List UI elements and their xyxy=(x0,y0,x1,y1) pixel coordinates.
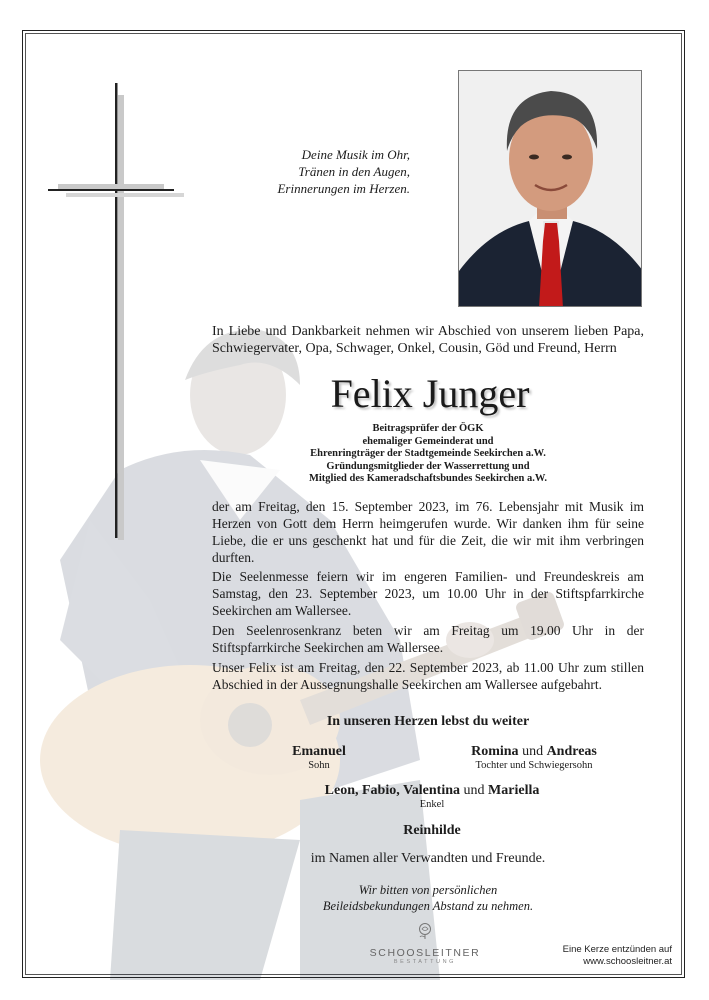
intro-text: In Liebe und Dankbarkeit nehmen wir Abschied von unserem lieben Papa, Schwiegervater, Opa, Schwager, Onkel, Cousin, Göd und Freund, Herrn xyxy=(212,324,644,356)
death-notice-paragraph: der am Freitag, den 15. September 2023, im 76. Lebensjahr mit Musik im Herzen von Gott dem Herrn heimgerufen wurde. Wir danken ihm für seine Liebe, die er uns geschenkt hat und für die Zeit, die wir mit ihm verbringen durften. xyxy=(212,499,644,565)
quote-line-2: Tränen in den Augen, xyxy=(298,164,410,179)
title-line-2: ehemaliger Gemeinderat und xyxy=(362,435,494,447)
candle-link-info xyxy=(520,944,672,968)
title-line-4: Gründungsmitglieder der Wasserrettung und xyxy=(326,460,530,472)
grandchildren-names: Leon, Fabio, Valentina xyxy=(324,783,461,798)
grandchild-last-name: Mariella xyxy=(488,783,540,798)
logo-subtitle: BESTATTUNG xyxy=(393,959,457,965)
request-line-1: Wir bitten von persönlichen xyxy=(358,883,498,897)
rose-icon xyxy=(415,922,435,940)
grandchildren-and: und xyxy=(463,783,485,798)
mourner-daughter xyxy=(448,743,620,772)
mourner-son-name: Emanuel xyxy=(292,744,346,759)
mourner-partner-name: Reinhilde xyxy=(403,823,461,838)
relatives-line: im Namen aller Verwandten und Freunde. xyxy=(310,851,546,866)
deceased-name: Felix Junger xyxy=(330,371,530,416)
mourner-grandchildren xyxy=(262,782,602,811)
mass-paragraph: Die Seelenmesse feiern wir im engeren Familien- und Freundeskreis am Samstag, den 23. September 2023, um 10.00 Uhr in der Stiftspfarrkirche Seekirchen am Wallersee. xyxy=(212,569,644,618)
mourner-daughter-name: Romina xyxy=(471,744,519,759)
request-line-2: Beileidsbekundungen Abstand zu nehmen. xyxy=(322,899,534,913)
mourner-son-relation: Sohn xyxy=(308,760,330,771)
quote-line-1: Deine Musik im Ohr, xyxy=(301,147,410,162)
candle-text: Eine Kerze entzünden auf xyxy=(562,944,672,955)
quote-line-3: Erinnerungen im Herzen. xyxy=(277,181,410,196)
funeral-home-logo xyxy=(369,922,481,965)
mourner-daughter-and: und xyxy=(522,744,544,759)
honorary-titles xyxy=(212,423,644,486)
title-line-1: Beitragsprüfer der ÖGK xyxy=(372,423,484,434)
logo-brand: SCHOOSLEITNER xyxy=(369,947,481,959)
title-line-5: Mitglied des Kameradschaftsbundes Seekirchen a.W. xyxy=(308,473,547,484)
mourner-son-in-law-name: Andreas xyxy=(546,744,597,759)
mourner-partner xyxy=(262,822,602,839)
portrait-photo xyxy=(458,70,642,307)
memorial-quote xyxy=(232,146,410,197)
rosary-paragraph: Den Seelenrosenkranz beten wir am Freitag um 19.00 Uhr in der Stiftspfarrkirche Seekirchen am Wallersee. xyxy=(212,623,644,655)
farewell-paragraph: Unser Felix ist am Freitag, den 22. September 2023, ab 11.00 Uhr zum stillen Abschied in der Aussegnungshalle Seekirchen am Wallersee aufgebahrt. xyxy=(212,660,644,692)
grandchildren-relation: Enkel xyxy=(419,799,445,810)
condolence-request xyxy=(262,882,594,914)
candle-url[interactable]: www.schoosleitner.at xyxy=(583,956,672,967)
title-line-3: Ehrenringträger der Stadtgemeinde Seekirchen a.W. xyxy=(310,448,546,459)
mourner-daughter-relation: Tochter und Schwiegersohn xyxy=(475,760,593,771)
mourner-son xyxy=(262,743,376,772)
heart-line: In unseren Herzen lebst du weiter xyxy=(326,714,530,729)
